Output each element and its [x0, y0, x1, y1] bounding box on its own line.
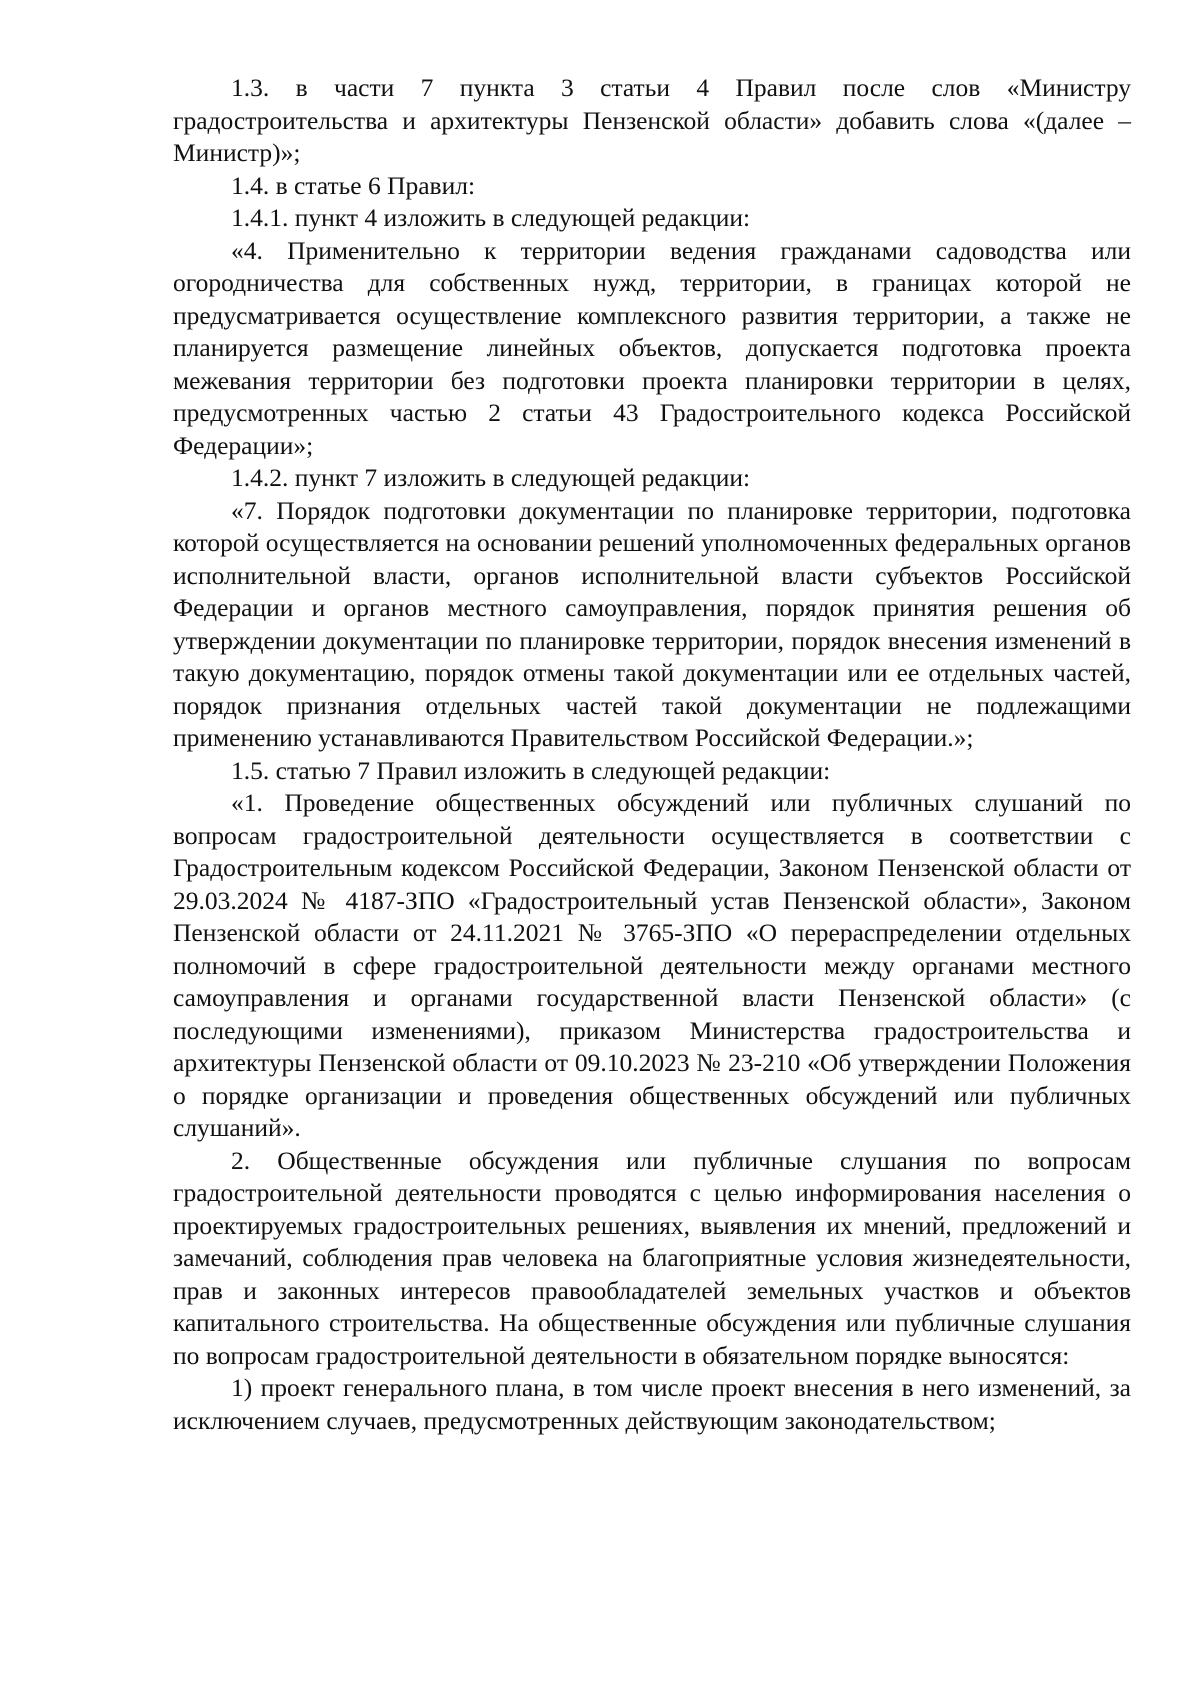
document-body [173, 72, 1131, 1437]
paragraph-1-4: 1.4. в статье 6 Правил: [231, 170, 476, 200]
paragraph-1-4-1: 1.4.1. пункт 4 изложить в следующей редакции: [231, 203, 751, 232]
paragraph-1-4-2: 1.4.2. пункт 7 изложить в следующей редакции: [231, 463, 751, 492]
paragraph-point-4-text: «4. Применительно к территории ведения гражданами садоводства или огородничества для собственных нужд, территории, в границах которой не предусматривается осуществление комплексного развития территории, а также не планируется размещение линейных объектов, допускается подготовка проекта межевания территории без подготовки проекта планировки территории в целях, предусмотренных частью 2 статьи 43 Градостроительного кодекса Российской Федерации»; [173, 235, 1131, 460]
paragraph-1-3: 1.3. в части 7 пункта 3 статьи 4 Правил после слов «Министру градостроительства и архитектуры Пензенской области» добавить слова «(далее – Министр)»; [173, 73, 1131, 167]
paragraph-1-5: 1.5. статью 7 Правил изложить в следующей редакции: [231, 755, 831, 785]
paragraph-point-7-text: «7. Порядок подготовки документации по планировке территории, подготовка которой осуществляется на основании решений уполномоченных федеральных органов исполнительной власти, органов исполнительной власти субъектов Российской Федерации и органов местного самоуправления, порядок принятия решения об утверждении документации по планировке территории, порядок внесения изменений в такую документацию, порядок отмены такой документации или ее отдельных частей, порядок признания отдельных частей такой документации не подлежащими применению устанавливаются Правительством Российской Федерации.»; [173, 495, 1131, 752]
paragraph-article-7-point-2: 2. Общественные обсуждения или публичные слушания по вопросам градостроительной деятельности проводятся с целью информирования населения о проектируемых градостроительных решениях, выявления их мнений, предложений и замечаний, соблюдения прав человека на благоприятные условия жизнедеятельности, прав и законных интересов правообладателей земельных участков и объектов капитального строительства. На общественные обсуждения или публичные слушания по вопросам градостроительной деятельности в обязательном порядке выносятся: [173, 1145, 1131, 1370]
paragraph-item-1: 1) проект генерального плана, в том числе проект внесения в него изменений, за исключением случаев, предусмотренных действующим законодательством; [173, 1373, 1131, 1435]
paragraph-article-7-point-1: «1. Проведение общественных обсуждений или публичных слушаний по вопросам градостроительной деятельности осуществляется в соответствии с Градостроительным кодексом Российской Федерации, Законом Пензенской области от 29.03.2024 № 4187-ЗПО «Градостроительный устав Пензенской области», Законом Пензенской области от 24.11.2021 № 3765-ЗПО «О перераспределении отдельных полномочий в сфере градостроительной деятельности между органами местного самоуправления и органами государственной власти Пензенской области» (с последующими изменениями), приказом Министерства градостроительства и архитектуры Пензенской области от 09.10.2023 № 23-210 «Об утверждении Положения о порядке организации и проведения общественных обсуждений или публичных слушаний». [173, 788, 1131, 1142]
